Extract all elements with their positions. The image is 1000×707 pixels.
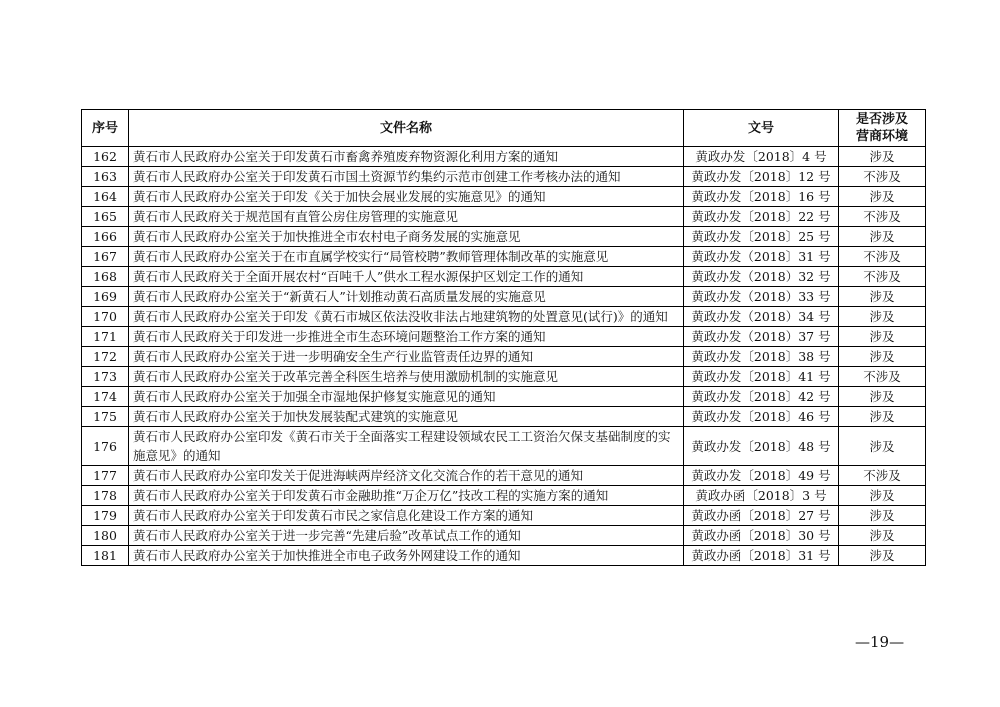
row-title: 黄石市人民政府办公室关于印发《黄石市城区依法没收非法占地建筑物的处置意见(试行)》的通知 xyxy=(129,307,684,327)
row-seq: 168 xyxy=(82,267,129,287)
header-docno: 文号 xyxy=(684,110,839,147)
row-title: 黄石市人民政府办公室关于在市直属学校实行“局管校聘”教师管理体制改革的实施意见 xyxy=(129,247,684,267)
row-title: 黄石市人民政府办公室印发《黄石市关于全面落实工程建设领域农民工工资治欠保支基础制度的实施意见》的通知 xyxy=(129,427,684,466)
table-row xyxy=(82,367,926,387)
row-docno: 黄政办发〔2018〕4 号 xyxy=(684,147,839,167)
row-seq: 167 xyxy=(82,247,129,267)
row-docno: 黄政办发〔2018〕46 号 xyxy=(684,407,839,427)
table-row xyxy=(82,167,926,187)
row-docno: 黄政办发（2018〕31 号 xyxy=(684,247,839,267)
row-seq: 176 xyxy=(82,427,129,466)
row-docno: 黄政办发〔2018〕12 号 xyxy=(684,167,839,187)
row-env: 涉及 xyxy=(839,546,926,566)
table-row xyxy=(82,526,926,546)
row-env: 不涉及 xyxy=(839,466,926,486)
table-row xyxy=(82,307,926,327)
row-title: 黄石市人民政府关于印发进一步推进全市生态环境问题整治工作方案的通知 xyxy=(129,327,684,347)
row-title: 黄石市人民政府办公室关于加快推进全市电子政务外网建设工作的通知 xyxy=(129,546,684,566)
row-title: 黄石市人民政府办公室关于加快推进全市农村电子商务发展的实施意见 xyxy=(129,227,684,247)
row-title: 黄石市人民政府办公室关于印发黄石市畜禽养殖废弃物资源化利用方案的通知 xyxy=(129,147,684,167)
row-title: 黄石市人民政府关于规范国有直管公房住房管理的实施意见 xyxy=(129,207,684,227)
row-docno: 黄政办函〔2018〕30 号 xyxy=(684,526,839,546)
row-env: 不涉及 xyxy=(839,367,926,387)
row-title: 黄石市人民政府办公室关于印发黄石市金融助推“万企万亿”技改工程的实施方案的通知 xyxy=(129,486,684,506)
row-env: 涉及 xyxy=(839,307,926,327)
page-number: —19— xyxy=(855,633,905,651)
row-seq: 170 xyxy=(82,307,129,327)
row-env: 涉及 xyxy=(839,327,926,347)
row-env: 涉及 xyxy=(839,387,926,407)
row-title: 黄石市人民政府办公室关于加强全市湿地保护修复实施意见的通知 xyxy=(129,387,684,407)
row-docno: 黄政办发〔2018〕25 号 xyxy=(684,227,839,247)
row-seq: 169 xyxy=(82,287,129,307)
table-header-row xyxy=(82,110,926,147)
row-docno: 黄政办发〔2018〕41 号 xyxy=(684,367,839,387)
row-seq: 177 xyxy=(82,466,129,486)
row-docno: 黄政办发〔2018〕38 号 xyxy=(684,347,839,367)
row-seq: 166 xyxy=(82,227,129,247)
row-env: 涉及 xyxy=(839,506,926,526)
row-env: 涉及 xyxy=(839,147,926,167)
row-seq: 175 xyxy=(82,407,129,427)
row-env: 涉及 xyxy=(839,526,926,546)
document-table xyxy=(81,109,926,566)
row-title: 黄石市人民政府办公室关于印发黄石市国土资源节约集约示范市创建工作考核办法的通知 xyxy=(129,167,684,187)
table-row xyxy=(82,427,926,466)
row-docno: 黄政办函〔2018〕31 号 xyxy=(684,546,839,566)
row-seq: 165 xyxy=(82,207,129,227)
row-docno: 黄政办发（2018）37 号 xyxy=(684,327,839,347)
row-seq: 162 xyxy=(82,147,129,167)
row-env: 涉及 xyxy=(839,486,926,506)
table-row xyxy=(82,327,926,347)
table-row xyxy=(82,267,926,287)
row-env: 不涉及 xyxy=(839,267,926,287)
row-seq: 171 xyxy=(82,327,129,347)
row-env: 不涉及 xyxy=(839,167,926,187)
row-title: 黄石市人民政府办公室关于进一步明确安全生产行业监管责任边界的通知 xyxy=(129,347,684,367)
table-row xyxy=(82,486,926,506)
table-row xyxy=(82,287,926,307)
table-row xyxy=(82,147,926,167)
row-seq: 179 xyxy=(82,506,129,526)
row-docno: 黄政办发（2018）34 号 xyxy=(684,307,839,327)
row-env: 涉及 xyxy=(839,187,926,207)
row-title: 黄石市人民政府办公室印发关于促进海峡两岸经济文化交流合作的若干意见的通知 xyxy=(129,466,684,486)
row-env: 涉及 xyxy=(839,287,926,307)
row-seq: 178 xyxy=(82,486,129,506)
row-title: 黄石市人民政府办公室关于印发《关于加快会展业发展的实施意见》的通知 xyxy=(129,187,684,207)
row-env: 不涉及 xyxy=(839,247,926,267)
row-seq: 172 xyxy=(82,347,129,367)
row-docno: 黄政办发〔2018〕42 号 xyxy=(684,387,839,407)
header-env-line2: 营商环境 xyxy=(855,129,908,144)
row-env: 涉及 xyxy=(839,407,926,427)
row-env: 涉及 xyxy=(839,427,926,466)
row-seq: 181 xyxy=(82,546,129,566)
row-title: 黄石市人民政府办公室关于“新黄石人”计划推动黄石高质量发展的实施意见 xyxy=(129,287,684,307)
table-row xyxy=(82,227,926,247)
row-seq: 164 xyxy=(82,187,129,207)
row-docno: 黄政办发（2018）33 号 xyxy=(684,287,839,307)
row-docno: 黄政办函〔2018〕27 号 xyxy=(684,506,839,526)
row-seq: 163 xyxy=(82,167,129,187)
row-title: 黄石市人民政府办公室关于改革完善全科医生培养与使用激励机制的实施意见 xyxy=(129,367,684,387)
header-env-line1: 是否涉及 xyxy=(855,112,908,127)
table-row xyxy=(82,387,926,407)
table-row xyxy=(82,506,926,526)
table-row xyxy=(82,347,926,367)
header-env xyxy=(839,110,926,147)
row-seq: 173 xyxy=(82,367,129,387)
row-title: 黄石市人民政府办公室关于加快发展装配式建筑的实施意见 xyxy=(129,407,684,427)
row-docno: 黄政办发〔2018〕22 号 xyxy=(684,207,839,227)
row-seq: 174 xyxy=(82,387,129,407)
table-row xyxy=(82,466,926,486)
table-row xyxy=(82,546,926,566)
table-body xyxy=(82,147,926,566)
row-title: 黄石市人民政府办公室关于进一步完善“先建后验”改革试点工作的通知 xyxy=(129,526,684,546)
table-row xyxy=(82,187,926,207)
header-seq: 序号 xyxy=(82,110,129,147)
row-env: 涉及 xyxy=(839,227,926,247)
row-docno: 黄政办发〔2018〕16 号 xyxy=(684,187,839,207)
row-seq: 180 xyxy=(82,526,129,546)
table-row xyxy=(82,247,926,267)
row-title: 黄石市人民政府办公室关于印发黄石市民之家信息化建设工作方案的通知 xyxy=(129,506,684,526)
row-env: 涉及 xyxy=(839,347,926,367)
table-row xyxy=(82,407,926,427)
row-docno: 黄政办发（2018）32 号 xyxy=(684,267,839,287)
row-env: 不涉及 xyxy=(839,207,926,227)
header-title: 文件名称 xyxy=(129,110,684,147)
row-docno: 黄政办发〔2018〕49 号 xyxy=(684,466,839,486)
row-docno: 黄政办函〔2018〕3 号 xyxy=(684,486,839,506)
row-docno: 黄政办发〔2018〕48 号 xyxy=(684,427,839,466)
table-row xyxy=(82,207,926,227)
row-title: 黄石市人民政府关于全面开展农村“百吨千人”供水工程水源保护区划定工作的通知 xyxy=(129,267,684,287)
